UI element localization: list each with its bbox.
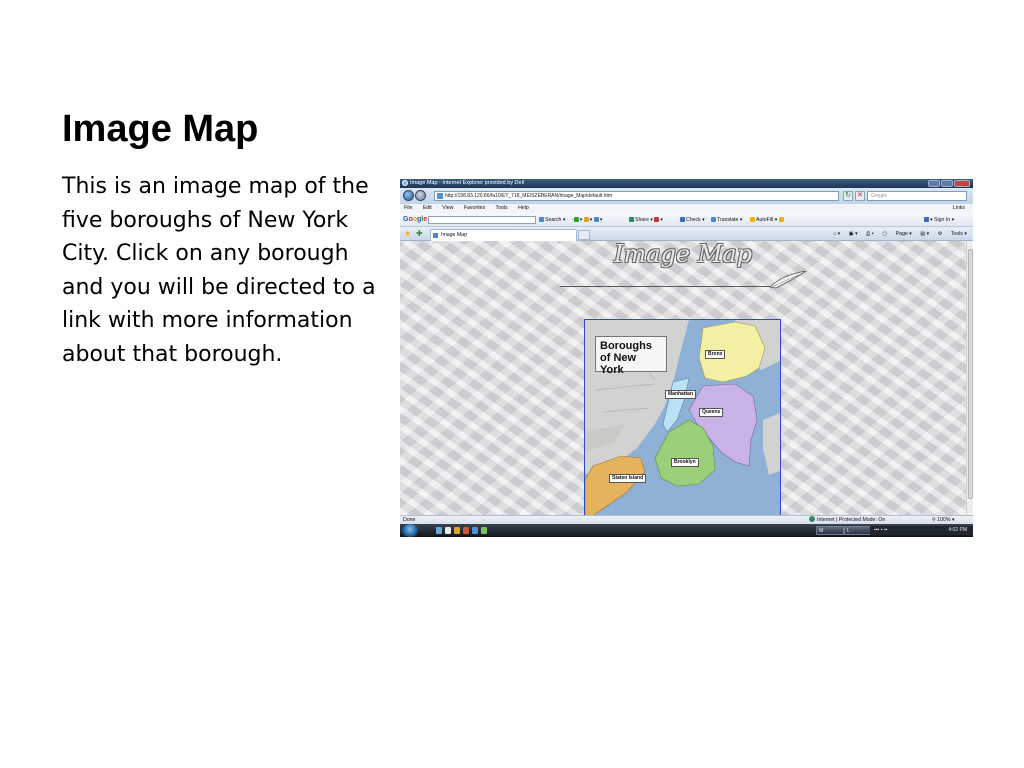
quicklaunch-icon[interactable] xyxy=(472,527,478,534)
page-menu-button[interactable]: ▢ Page ▾ xyxy=(882,231,912,237)
borough-label-brooklyn[interactable]: Brooklyn xyxy=(671,458,699,467)
menu-help[interactable]: Help xyxy=(518,205,529,211)
map-title: Boroughs of New York xyxy=(595,336,667,372)
quicklaunch-icon[interactable] xyxy=(445,527,451,534)
print-icon[interactable]: ⎙ ▾ xyxy=(866,231,874,237)
favorites-star-icon[interactable]: ★ xyxy=(404,229,412,238)
clock[interactable]: 4:02 PM xyxy=(948,527,967,533)
translate-button[interactable]: Translate ▾ xyxy=(711,213,742,227)
toolbar-icons-group[interactable]: · ▾ ▾ ▾ xyxy=(572,217,603,223)
search-icon xyxy=(539,217,544,222)
feeds-icon[interactable]: ▣ ▾ xyxy=(848,231,858,237)
signin-button[interactable]: ▾ Sign In ▾ xyxy=(924,213,954,227)
status-bar xyxy=(400,515,973,524)
google-search-button[interactable]: Search ▾ xyxy=(539,213,565,227)
scrollbar-thumb[interactable] xyxy=(968,249,973,499)
pencil-icon xyxy=(779,217,784,222)
menu-view[interactable]: View xyxy=(442,205,454,211)
tab-label: Image Map xyxy=(441,232,467,238)
tray-icons[interactable]: ▪▪▪ ▪ ▪▪ xyxy=(874,527,888,533)
status-text: Done xyxy=(403,517,416,523)
refresh-icon[interactable]: ↻ xyxy=(843,191,853,201)
globe-icon xyxy=(809,516,815,522)
taskbar-item[interactable]: M xyxy=(816,526,844,535)
system-tray xyxy=(870,526,973,535)
borough-label-staten-island[interactable]: Staten Island xyxy=(609,474,646,483)
quill-icon xyxy=(768,269,808,291)
browser-screenshot xyxy=(400,179,973,537)
zoom-level[interactable]: ⚲ 100% ▾ xyxy=(932,517,955,523)
translate-icon xyxy=(711,217,716,222)
autofill-button[interactable]: AutoFill ▾ xyxy=(750,213,785,227)
page-viewport xyxy=(400,241,966,515)
window-titlebar xyxy=(400,179,973,188)
search-input[interactable]: Google xyxy=(867,191,967,201)
add-favorites-icon[interactable]: ✚ xyxy=(416,229,423,238)
wrench-icon xyxy=(924,217,929,222)
address-url: http://198.83.120.86/fa10/ET_718_ME/SZEBERAN/Image_Map/default.htm xyxy=(445,193,613,199)
links-button[interactable]: Links xyxy=(952,205,965,211)
close-button[interactable] xyxy=(954,180,970,187)
maximize-button[interactable] xyxy=(941,180,953,187)
taskbar-item[interactable]: L xyxy=(844,526,872,535)
menu-favorites[interactable]: Favorites xyxy=(463,205,486,211)
quicklaunch-icon[interactable] xyxy=(463,527,469,534)
back-arrow-icon[interactable] xyxy=(403,190,414,201)
menu-edit[interactable]: Edit xyxy=(422,205,432,211)
vertical-scrollbar[interactable] xyxy=(966,241,973,515)
magnifier-icon: ⚲ xyxy=(932,517,936,523)
address-row xyxy=(400,188,973,204)
popup-blocker-icon xyxy=(594,217,599,222)
stop-icon[interactable]: ✕ xyxy=(855,191,865,201)
minimize-button[interactable] xyxy=(928,180,940,187)
tools-menu-button[interactable]: ⚙ Tools ▾ xyxy=(937,231,967,237)
ie-icon xyxy=(402,180,408,186)
share-icon xyxy=(629,217,634,222)
borough-label-manhattan[interactable]: Manhattan xyxy=(665,390,696,399)
google-search-input[interactable] xyxy=(428,216,536,224)
quicklaunch-icon[interactable] xyxy=(481,527,487,534)
command-bar xyxy=(826,227,967,241)
autofill-icon xyxy=(750,217,755,222)
window-title: Image Map - Internet Explorer provided by Dell xyxy=(410,180,525,186)
check-button[interactable]: Check ▾ xyxy=(680,213,705,227)
tab-page-icon xyxy=(433,233,438,238)
menu-file[interactable]: File xyxy=(404,205,413,211)
window-controls xyxy=(928,180,970,187)
tab-image-map[interactable] xyxy=(430,229,577,241)
security-zone[interactable]: Internet | Protected Mode: On xyxy=(809,516,885,525)
pagerank-icon xyxy=(584,217,589,222)
tab-row xyxy=(400,227,973,241)
menu-tools[interactable]: Tools xyxy=(495,205,508,211)
start-button[interactable] xyxy=(402,524,418,537)
forward-arrow-icon[interactable] xyxy=(415,190,426,201)
google-logo: Google xyxy=(403,216,428,223)
page-icon xyxy=(437,193,443,199)
sidewiki-icon xyxy=(654,217,659,222)
address-bar[interactable] xyxy=(434,191,839,201)
borough-label-bronx[interactable]: Bronx xyxy=(705,350,725,359)
share-button[interactable]: Share ▾ ▾ xyxy=(629,213,663,227)
boroughs-image-map xyxy=(584,319,781,515)
divider-line xyxy=(560,286,775,287)
quicklaunch-icon[interactable] xyxy=(454,527,460,534)
slide-title: Image Map xyxy=(62,108,259,150)
home-icon[interactable]: ⌂ ▾ xyxy=(833,231,841,237)
slide-body-text: This is an image map of the five boroughs of New York City. Click on any borough and you will be directed to a link with more information about that borough. xyxy=(62,174,376,367)
google-toolbar xyxy=(400,213,973,227)
quicklaunch-icon[interactable] xyxy=(436,527,442,534)
spellcheck-icon xyxy=(680,217,685,222)
new-tab-button[interactable] xyxy=(578,230,590,240)
menu-bar xyxy=(400,204,973,213)
windows-taskbar xyxy=(400,524,973,537)
borough-label-queens[interactable]: Queens xyxy=(699,408,723,417)
safety-menu-button[interactable]: ▤ ▾ xyxy=(920,231,930,237)
page-heading: Image Map xyxy=(614,241,752,268)
bookmark-icon xyxy=(574,217,579,222)
